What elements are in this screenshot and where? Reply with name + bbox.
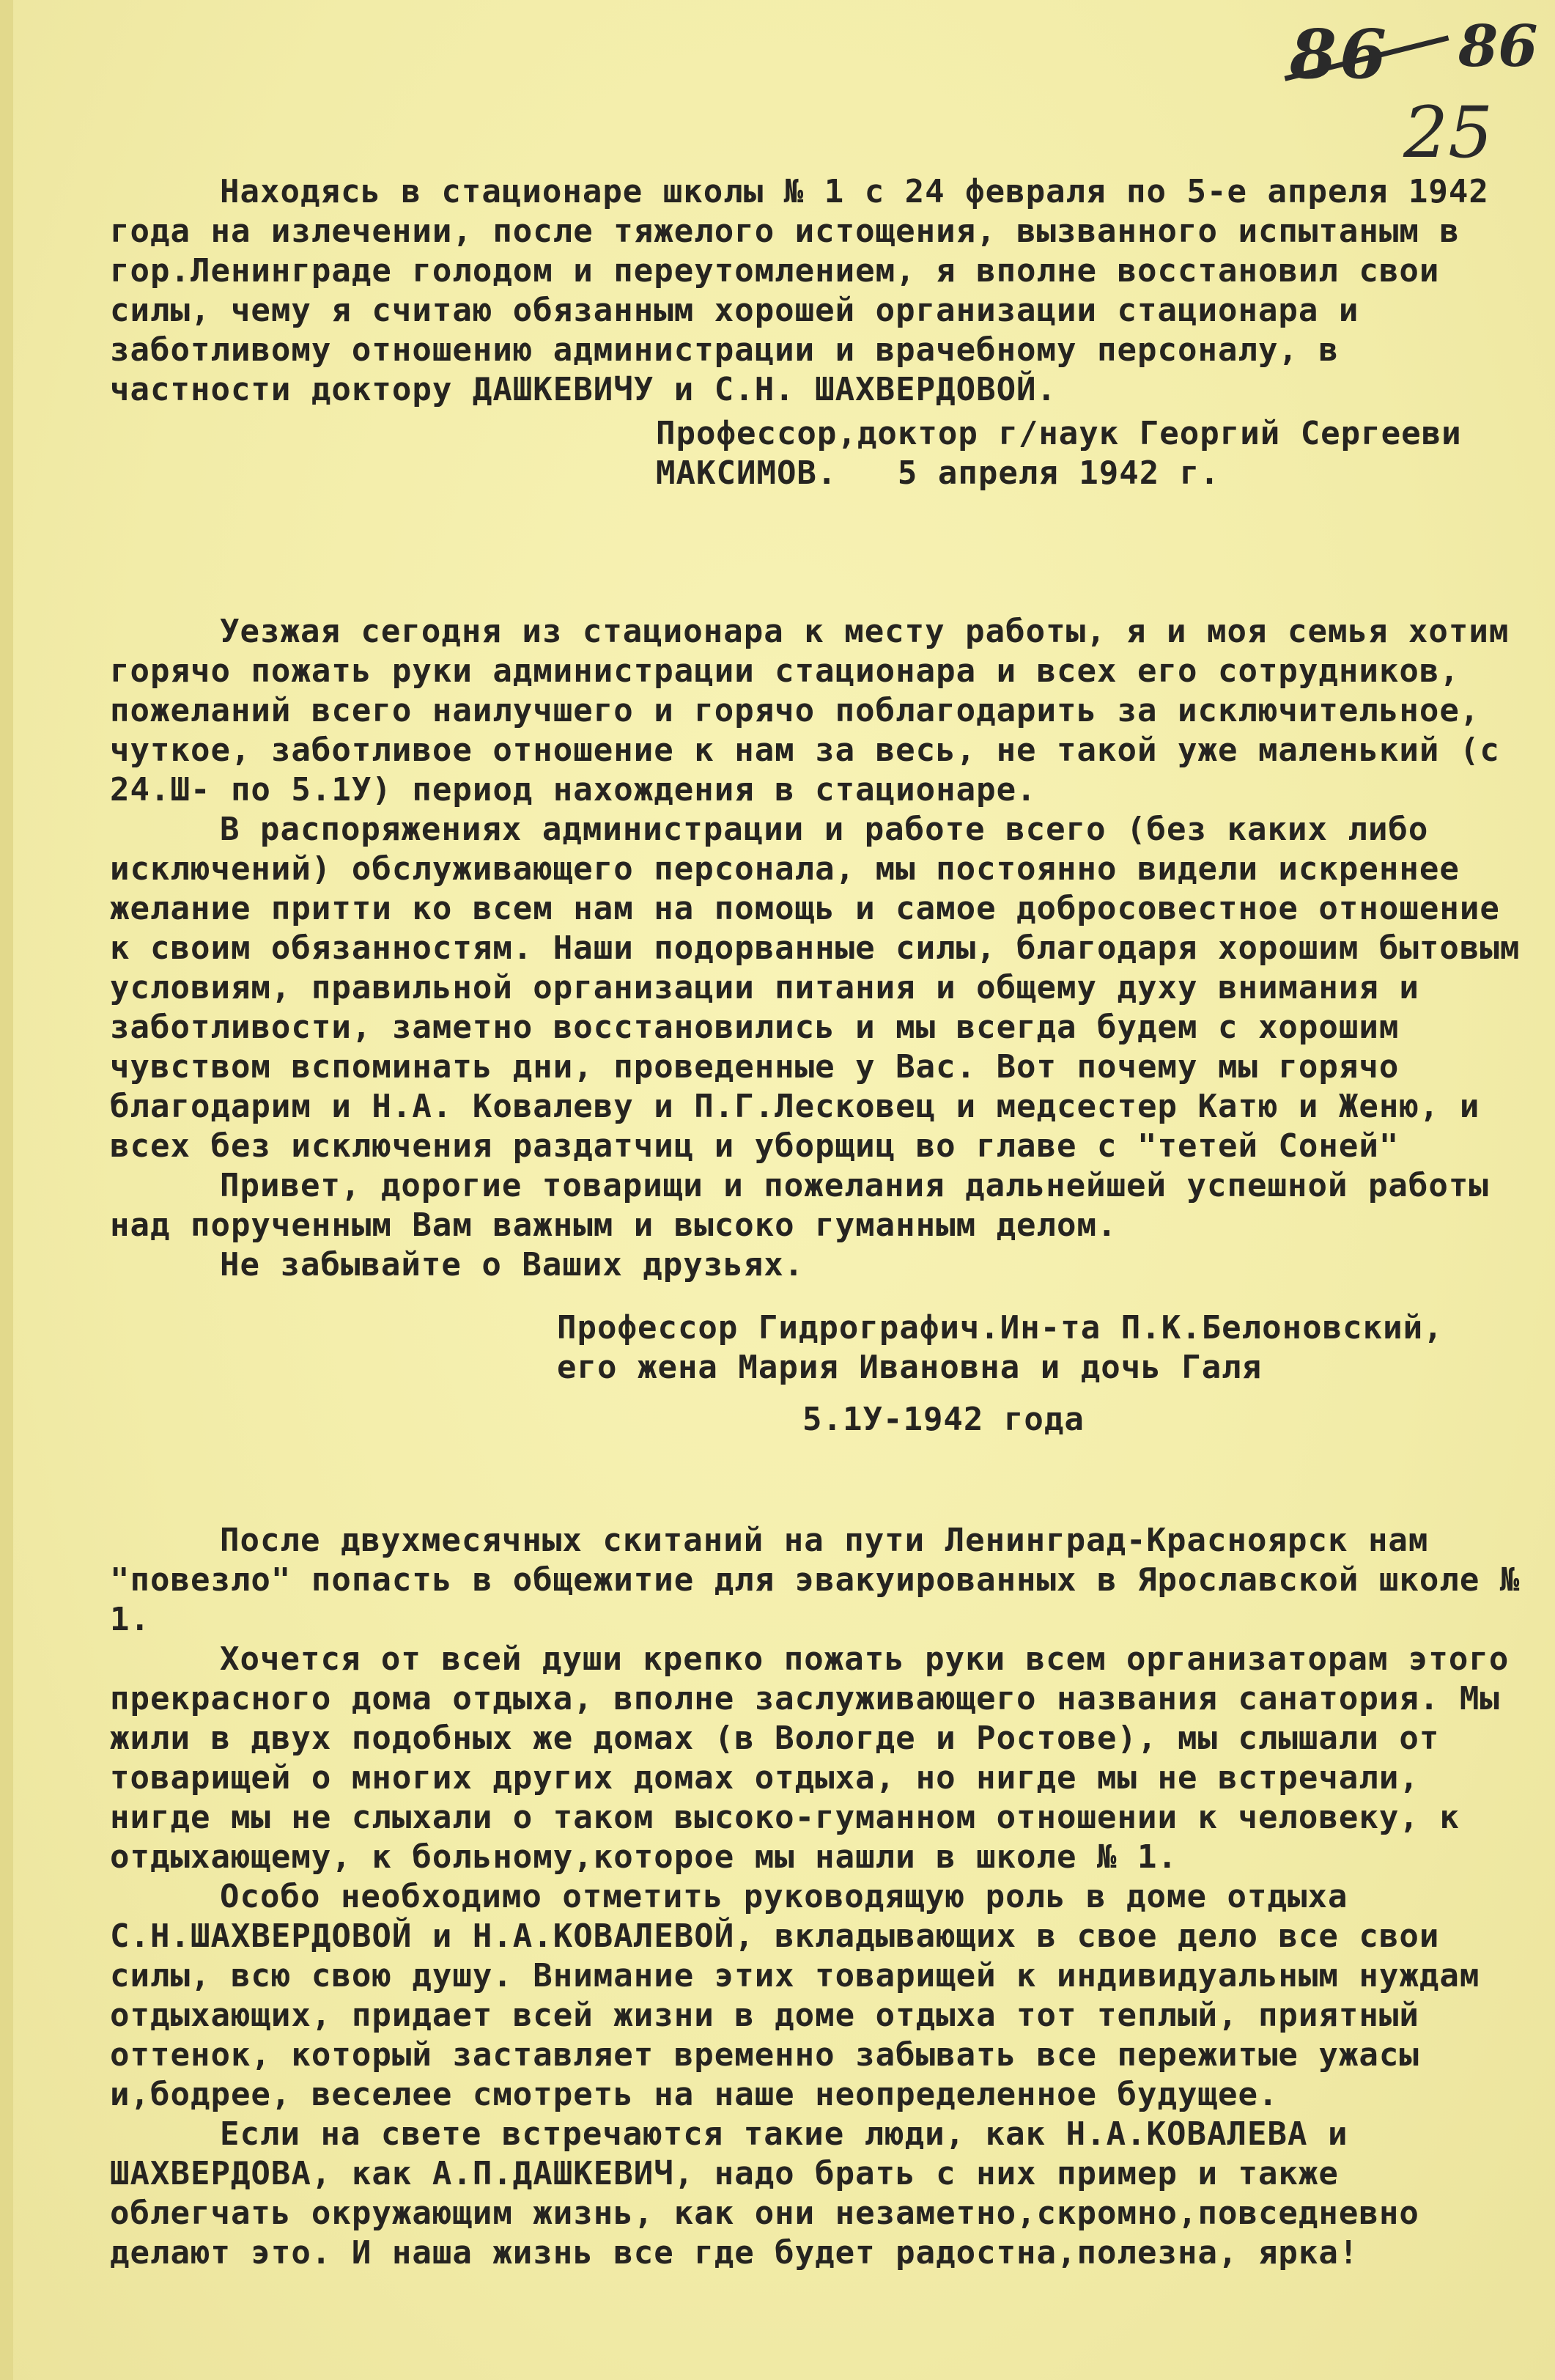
letter-3-body xyxy=(110,1521,1539,2273)
letter-3-paragraph: Если на свете встречаются такие люди, как Н.А.КОВАЛЕВА и ШАХВЕРДОВА, как А.П.ДАШКЕВИЧ, надо брать с них пример и также облегчать окружающим жизнь, как они незаметно,скромно,повседневно делают это. И наша жизнь все где будет радостна,полезна, ярка! xyxy=(110,2115,1440,2272)
letter-2-paragraph: Не забывайте о Ваших друзьях. xyxy=(220,1246,805,1283)
letter-3-paragraph: После двухмесячных скитаний на пути Ленинград-Красноярск нам "повезло" попасть в общежитие для эвакуированных в Ярославской школе № 1. xyxy=(110,1522,1540,1638)
letter-2-paragraph: Привет, дорогие товарищи и пожелания дальнейшей успешной работы над порученным Вам важным и высоко гуманным делом. xyxy=(110,1167,1510,1244)
letter-2-body xyxy=(110,612,1539,1285)
letter-1-signature-line-1: Профессор,доктор г/наук Георгий Сергееви xyxy=(656,415,1462,452)
letter-3-paragraph: Особо необходимо отметить руководящую роль в доме отдыха С.Н.ШАХВЕРДОВОЙ и Н.А.КОВАЛЕВОЙ, вкладывающих в свое дело все свои силы, всю свою душу. Внимание этих товарищей к индивидуальным нуждам отдыхающих, придает всей жизни в доме отдыха тот теплый, приятный оттенок, который заставляет временно забывать все пережитые ужасы и,бодрее, веселее смотреть на наше неопределенное будущее. xyxy=(110,1878,1500,2113)
page-edge xyxy=(0,0,13,2380)
letter-2-paragraph: В распоряжениях администрации и работе всего (без каких либо исключений) обслуживающего персонала, мы постоянно видели искреннее желание притти ко всем нам на помощь и самое добросовестное отношение к своим обязанностям. Наши подорванные силы, благодаря хорошим бытовым условиям, правильной организации питания и общему духу внимания и заботливости, заметно восстановились и мы всегда будем с хорошим чувством вспоминать дни, проведенные у Вас. Вот почему мы горячо благодарим и Н.А. Ковалеву и П.Г.Лесковец и медсестер Катю и Женю, и всех без исключения раздатчиц и уборщиц во главе с "тетей Соней" xyxy=(110,811,1540,1165)
letter-2-signature-line-1: Профессор Гидрографич.Ин-та П.К.Белоновский, xyxy=(557,1309,1444,1346)
page-number-second: 25 xyxy=(1403,92,1493,174)
page-number-top: 86 xyxy=(1458,13,1538,80)
letter-3-paragraph: Хочется от всей души крепко пожать руки всем организаторам этого прекрасного дома отдыха, вполне заслуживающего названия санатория. Мы жили в двух подобных же домах (в Вологде и Ростове), мы слышали от товарищей о многих других домах отдыха, но нигде мы не встречали, нигде мы не слыхали о таком высоко-гуманном отношении к человеку, к отдыхающему, к больному,которое мы нашли в школе № 1. xyxy=(110,1640,1529,1876)
letter-1-signature-line-2: МАКСИМОВ. 5 апреля 1942 г. xyxy=(656,454,1220,492)
letter-1-body: Находясь в стационаре школы № 1 с 24 февраля по 5-е апреля 1942 года на излечении, после тяжелого истощения, вызванного испытаным в гор.Ленинграде голодом и переутомлением, я вполне восстановил свои силы, чему я считаю обязанным хорошей организации стационара и заботливому отношению администрации и врачебному персоналу, в частности доктору ДАШКЕВИЧУ и С.Н. ШАХВЕРДОВОЙ. xyxy=(110,173,1510,408)
letter-2-paragraph: Уезжая сегодня из стационара к месту работы, я и моя семья хотим горячо пожать руки администрации стационара и всех его сотрудников, пожеланий всего наилучшего и горячо поблагодарить за исключительное, чуткое, заботливое отношение к нам за весь, не такой уже маленький (с 24.Ш- по 5.1У) период нахождения в стационаре. xyxy=(110,613,1529,808)
letter-2-date: 5.1У-1942 года xyxy=(802,1401,1085,1438)
crossed-page-number: 86 xyxy=(1290,15,1389,94)
letter-2-signature-line-2: его жена Мария Ивановна и дочь Галя xyxy=(557,1349,1263,1386)
